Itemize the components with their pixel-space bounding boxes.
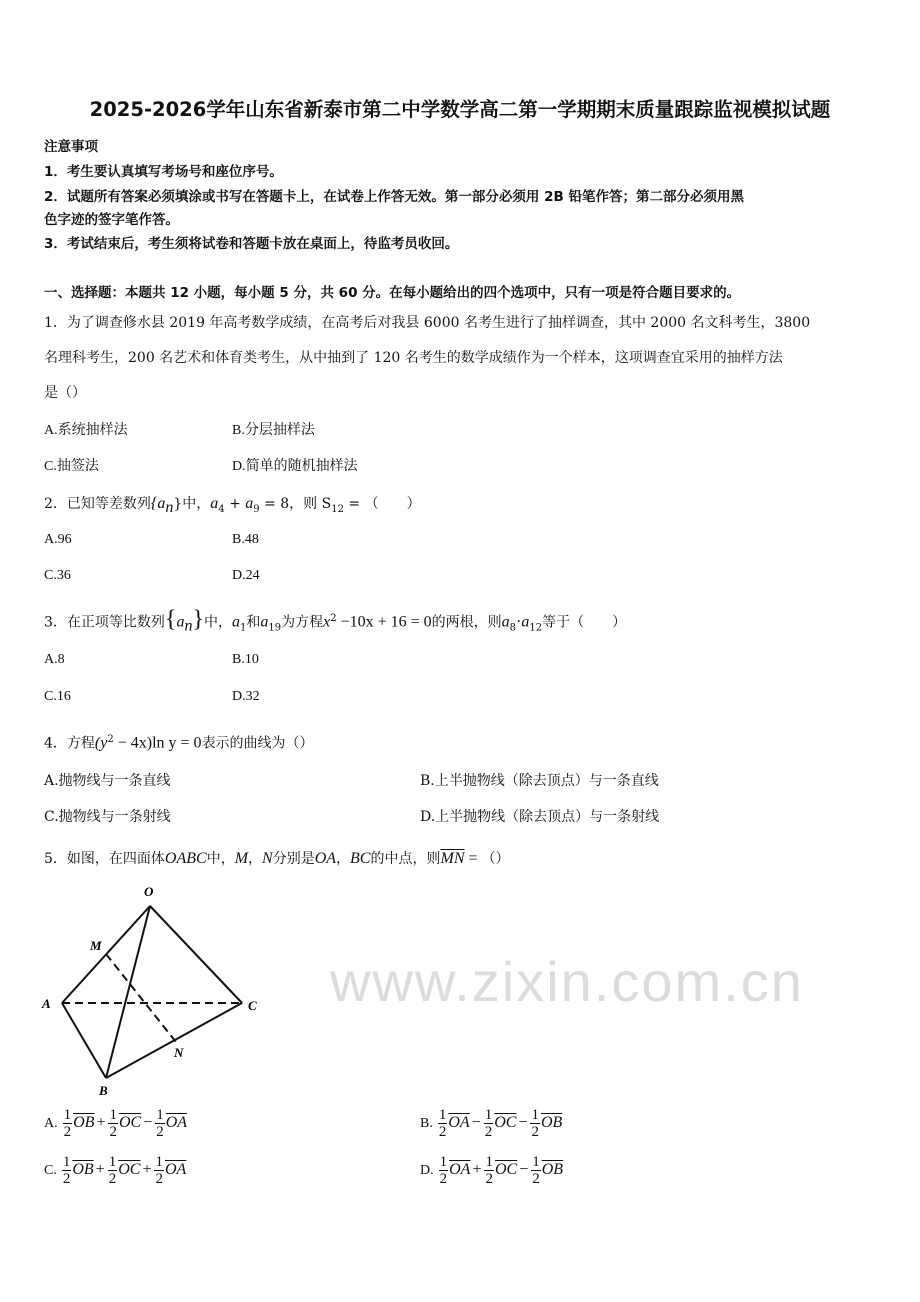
- math: 2: [107, 734, 114, 745]
- vector: $\overline{OC}$: [494, 1114, 517, 1131]
- q5-stem: 5．如图，在四面体: [44, 851, 165, 867]
- notice-item: 3．考试结束后，考生须将试卷和答题卡放在桌面上，待监考员收回。: [44, 236, 459, 252]
- q4-text: [44, 727, 314, 757]
- q5-stem: ，: [336, 851, 351, 867]
- q1-text: 名理科考生，200 名艺术和体育类考生，从中抽到了 120 名考生的数学成绩作为一个样本，这项调查宜采用的抽样方法: [44, 350, 783, 366]
- q3-text: [44, 606, 626, 641]
- math: a: [245, 495, 254, 512]
- vector: $\overline{OA}$: [165, 1114, 188, 1131]
- math: −10x + 16 = 0: [336, 613, 432, 631]
- label-o: O: [144, 884, 154, 899]
- operator: −: [518, 1114, 528, 1131]
- vector: $\overline{OB}$: [72, 1161, 94, 1178]
- q1-text: 是（）: [44, 385, 86, 401]
- denominator: 2: [108, 1171, 117, 1188]
- math: a: [521, 613, 530, 631]
- page-title: 2025-2026学年山东省新泰市第二中学数学高二第一学期期末质量跟踪监视模拟试题: [89, 98, 831, 121]
- denominator: 2: [155, 1171, 163, 1188]
- q5-option-b[interactable]: [420, 1104, 562, 1143]
- math: OA: [314, 850, 337, 867]
- numerator: 1: [485, 1154, 493, 1171]
- numerator: 1: [109, 1107, 117, 1124]
- q1-text: 1．为了调查修水县 2019 年高考数学成绩，在高考后对我县 6000 名考生进行了抽样调查，其中 2000 名文科考生，3800: [44, 315, 811, 331]
- option-label: C.: [44, 1163, 57, 1178]
- q2-option-b[interactable]: B.48: [232, 532, 259, 547]
- numerator: 1: [438, 1107, 447, 1124]
- label-n: N: [174, 1045, 184, 1060]
- fraction: [484, 1154, 494, 1187]
- q2-stem: 2．已知等差数列: [44, 496, 151, 512]
- tetrahedron-figure: [0, 870, 300, 1100]
- q4-option-b[interactable]: B.上半抛物线（除去顶点）与一条直线: [420, 773, 659, 789]
- q3-option-d[interactable]: D.32: [232, 689, 260, 704]
- edge-ab: [62, 1003, 106, 1078]
- numerator: 1: [155, 1154, 163, 1171]
- operator: +: [472, 1161, 482, 1178]
- numerator: 1: [439, 1154, 448, 1171]
- section-heading: 一、选择题：本题共 12 小题，每小题 5 分，共 60 分。在每小题给出的四个选项中，只有一项是符合题目要求的。: [44, 285, 741, 301]
- q4-option-d[interactable]: D.上半抛物线（除去顶点）与一条射线: [420, 809, 660, 825]
- operator: +: [96, 1114, 106, 1131]
- fraction: [531, 1154, 541, 1187]
- math: a: [501, 613, 510, 631]
- q4-option-a[interactable]: A.抛物线与一条直线: [44, 773, 171, 789]
- denominator: 2: [156, 1124, 164, 1141]
- math: a: [260, 613, 269, 631]
- vector: $\overline{OC}$: [494, 1161, 518, 1178]
- q3-option-c[interactable]: C.16: [44, 689, 71, 704]
- q2-option-c[interactable]: C.36: [44, 568, 71, 583]
- q3-stem: 为方程: [281, 614, 324, 631]
- numerator: 1: [484, 1107, 493, 1124]
- q5-stem: 分别是: [272, 851, 315, 867]
- math: 9: [253, 503, 260, 515]
- segment-mn: [106, 954, 176, 1042]
- vector: $\overline{OB}$: [541, 1161, 564, 1178]
- vector: $\overline{OC}$: [118, 1114, 142, 1131]
- q2-stem: = （ ）: [343, 496, 421, 512]
- math: {: [164, 606, 177, 633]
- fraction: [108, 1107, 118, 1140]
- math: 12: [331, 503, 344, 515]
- q4-option-c[interactable]: C.抛物线与一条射线: [44, 809, 171, 825]
- denominator: 2: [531, 1124, 539, 1141]
- math: OABC: [164, 850, 207, 867]
- operator: −: [143, 1114, 153, 1131]
- q5-stem: 中，: [206, 851, 235, 867]
- math: a: [210, 495, 219, 512]
- watermark: www.zixin.com.cn: [330, 950, 804, 1013]
- notice-heading: 注意事项: [44, 139, 98, 155]
- edge-ob: [106, 906, 150, 1078]
- math: 12: [529, 622, 543, 634]
- math: 4: [218, 503, 225, 515]
- q1-option-b[interactable]: B.分层抽样法: [232, 423, 315, 438]
- denominator: 2: [439, 1171, 448, 1188]
- q2-stem: }中，: [173, 496, 211, 512]
- math: }: [192, 606, 204, 633]
- option-label: A.: [44, 1116, 58, 1131]
- numerator: 1: [531, 1107, 539, 1124]
- notice-item: 色字迹的签字笔作答。: [44, 212, 179, 228]
- math: 8: [509, 622, 517, 634]
- operator: −: [519, 1161, 529, 1178]
- denominator: 2: [484, 1124, 493, 1141]
- denominator: 2: [532, 1171, 540, 1188]
- math: ·: [516, 613, 522, 631]
- q3-stem: 中，: [203, 614, 232, 631]
- math: a: [176, 613, 185, 631]
- numerator: 1: [156, 1107, 164, 1124]
- vector: $\overline{OC}$: [118, 1161, 141, 1178]
- option-label: B.: [420, 1116, 433, 1131]
- q1-option-c[interactable]: C.抽签法: [44, 459, 99, 474]
- vector-mn: $\overline{MN}$: [440, 850, 465, 867]
- notice-item: 1．考生要认真填写考场号和座位序号。: [44, 164, 283, 180]
- operator: +: [142, 1161, 152, 1178]
- q3-stem: 和: [246, 614, 261, 631]
- label-c: C: [248, 998, 257, 1013]
- q5-text: [44, 849, 510, 869]
- q4-stem: 4．方程: [44, 735, 95, 752]
- fraction: [108, 1154, 118, 1187]
- vector: $\overline{OB}$: [540, 1114, 563, 1131]
- label-a: A: [42, 996, 51, 1011]
- math: =: [464, 850, 482, 867]
- math: {a: [150, 495, 166, 512]
- q4-stem: 表示的曲线为（）: [201, 735, 314, 752]
- q2-option-d[interactable]: D.24: [232, 568, 260, 583]
- math: 1: [239, 622, 247, 634]
- label-b: B: [99, 1083, 108, 1098]
- q5-stem: ，: [248, 851, 263, 867]
- q5-option-c[interactable]: [44, 1151, 186, 1190]
- q3-stem: 3．在正项等比数列: [44, 614, 165, 631]
- q2-option-a[interactable]: A.96: [44, 532, 72, 547]
- q5-stem: （）: [481, 851, 510, 867]
- label-m: M: [90, 938, 102, 953]
- vector: $\overline{OB}$: [73, 1114, 95, 1131]
- numerator: 1: [62, 1154, 71, 1171]
- vector: $\overline{OA}$: [164, 1161, 187, 1178]
- q3-option-a[interactable]: A.8: [44, 652, 65, 667]
- math: − 4x)ln y = 0: [113, 734, 202, 752]
- denominator: 2: [63, 1124, 72, 1141]
- fraction: [155, 1107, 165, 1140]
- operator: −: [471, 1114, 481, 1131]
- q5-option-d[interactable]: [420, 1151, 563, 1190]
- math: +: [224, 496, 246, 512]
- notice-item: 2．试题所有答案必须填涂或书写在答题卡上，在试卷上作答无效。第一部分必须用 2B 铅笔作答；第二部分必须用黑: [44, 189, 744, 205]
- denominator: 2: [438, 1124, 447, 1141]
- vector: $\overline{OA}$: [449, 1161, 471, 1178]
- q5-option-a[interactable]: [44, 1104, 187, 1143]
- math: n: [184, 617, 193, 635]
- math: M: [234, 850, 249, 867]
- q3-stem: 的两根，则: [431, 614, 502, 631]
- math: (y: [94, 734, 108, 752]
- denominator: 2: [485, 1171, 493, 1188]
- q5-stem: 的中点，则: [370, 851, 441, 867]
- option-label: D.: [420, 1163, 434, 1178]
- fraction: [63, 1107, 73, 1140]
- q3-stem: 等于（ ）: [542, 614, 627, 631]
- math: 2: [330, 613, 337, 624]
- q1-option-a[interactable]: A.系统抽样法: [44, 423, 128, 438]
- math: BC: [350, 850, 371, 867]
- fraction: [530, 1107, 540, 1140]
- q2-text: [44, 494, 421, 520]
- numerator: 1: [63, 1107, 72, 1124]
- numerator: 1: [108, 1154, 117, 1171]
- operator: +: [95, 1161, 105, 1178]
- fraction: [62, 1154, 72, 1187]
- math: n: [165, 498, 174, 516]
- fraction: [438, 1107, 448, 1140]
- math: a: [231, 613, 240, 631]
- vector: $\overline{OA}$: [448, 1114, 470, 1131]
- fraction: [439, 1154, 449, 1187]
- fraction: [484, 1107, 494, 1140]
- fraction: [154, 1154, 164, 1187]
- math: 19: [268, 622, 282, 634]
- math: x: [323, 613, 331, 631]
- denominator: 2: [62, 1171, 71, 1188]
- q1-option-d[interactable]: D.简单的随机抽样法: [232, 459, 358, 474]
- denominator: 2: [109, 1124, 117, 1141]
- edge-oc: [150, 906, 242, 1003]
- q3-option-b[interactable]: B.10: [232, 652, 259, 667]
- q2-stem: = 8，则 S: [259, 496, 332, 512]
- math: N: [262, 850, 273, 867]
- numerator: 1: [532, 1154, 540, 1171]
